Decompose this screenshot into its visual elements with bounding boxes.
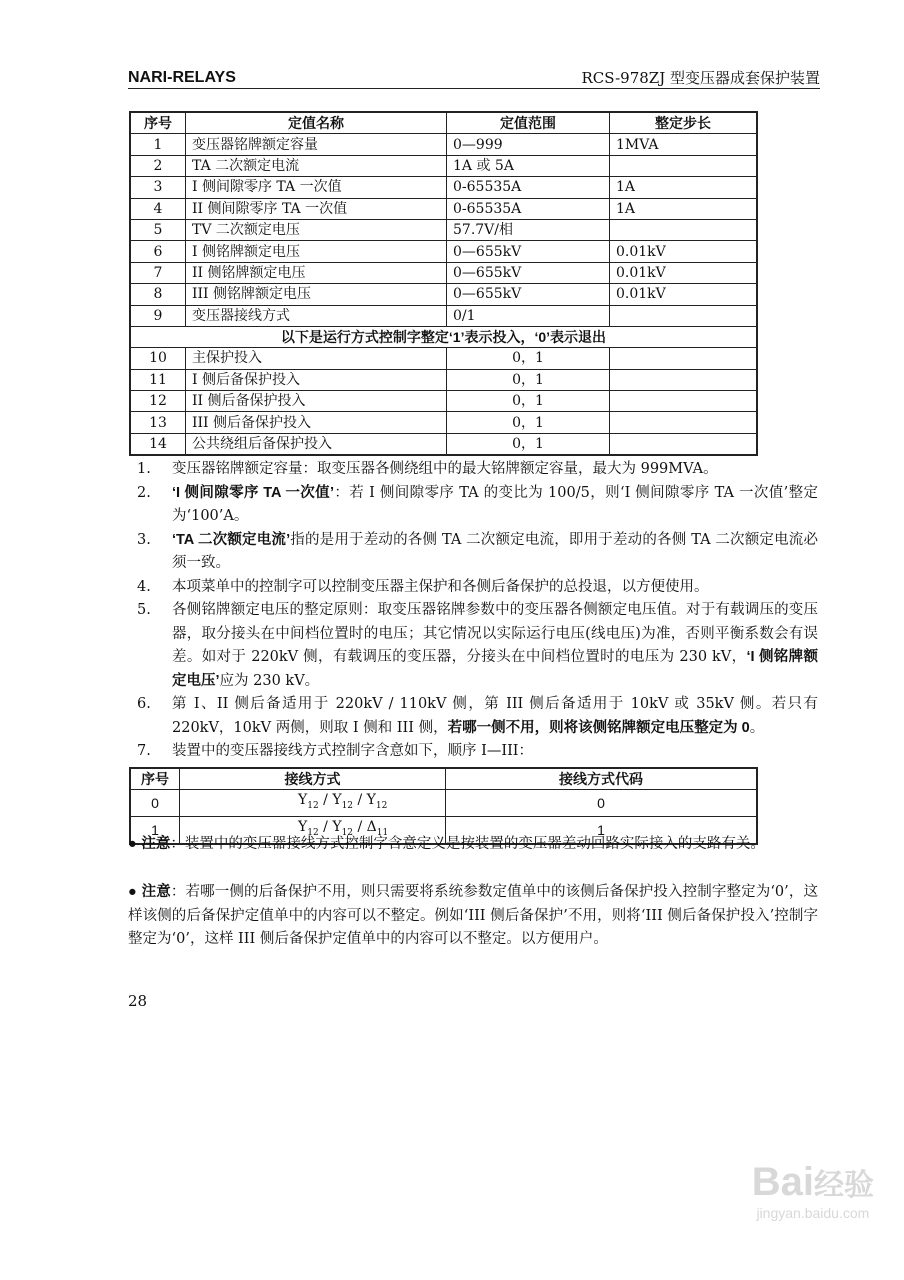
wiring-symbol: / Y (318, 819, 342, 836)
setting-range: 0—655kV (447, 241, 610, 262)
note-body: 。 (749, 719, 765, 736)
setting-name: I 侧后备保护投入 (186, 369, 447, 390)
setting-range: 0-65535A (447, 198, 610, 219)
setting-name: TV 二次额定电压 (186, 219, 447, 240)
row-no: 2 (130, 155, 186, 176)
page-number: 28 (128, 992, 148, 1010)
note-bold: ‘TA 二次额定电流’ (172, 531, 291, 548)
setting-name: 主保护投入 (186, 348, 447, 369)
row-no: 4 (130, 198, 186, 219)
setting-range: 0/1 (447, 305, 610, 326)
row-no: 6 (130, 241, 186, 262)
setting-step (610, 305, 758, 326)
wiring-symbol: / Y (353, 792, 376, 809)
note-item (128, 599, 818, 693)
setting-name: III 侧后备保护投入 (186, 412, 447, 433)
wiring-symbol: / Y (318, 792, 342, 809)
subscript: 12 (341, 827, 354, 838)
note-body: ：若 I 侧间隙零序 TA 的变比为 100/5，则‘I 侧间隙零序 TA 一次值’整定为‘100’A。 (172, 484, 818, 524)
note-body: 变压器铭牌额定容量：取变压器各侧绕组中的最大铭牌额定容量，最大为 999MVA。 (172, 461, 718, 477)
table-row (130, 790, 757, 817)
table-row (130, 284, 757, 305)
col-header-name: 定值名称 (186, 112, 447, 134)
warning-text: ：若哪一侧的后备保护不用，则只需要将系统参数定值单中的该侧后备保护投入控制字整定为‘0’，这样该侧的后备保护定值单中的内容可以不整定。例如‘III 侧后备保护’不用，则将‘III 侧后备保护投入’控制字整定为‘0’，这样 III 侧后备保护定值单中的内容可以不整定。以方便用户。 (128, 884, 819, 947)
table-row (130, 305, 757, 326)
table-row (130, 391, 757, 412)
note-number: 2. (137, 484, 151, 501)
row-no: 7 (130, 262, 186, 283)
row-no: 14 (130, 433, 186, 455)
setting-name: 变压器接线方式 (186, 305, 447, 326)
setting-range: 0，1 (447, 391, 610, 412)
table-row (130, 219, 757, 240)
document-title: RCS-978ZJ 型变压器成套保护装置 (581, 69, 820, 87)
setting-range: 0—655kV (447, 284, 610, 305)
note-text (172, 576, 818, 600)
setting-range: 0-65535A (447, 177, 610, 198)
table-row (130, 412, 757, 433)
table-row (130, 241, 757, 262)
setting-step: 1MVA (610, 134, 758, 155)
col-header-no: 序号 (130, 112, 186, 134)
col-header-step: 整定步长 (610, 112, 758, 134)
row-no: 11 (130, 369, 186, 390)
note-text (172, 599, 818, 693)
setting-range: 57.7V/相 (447, 219, 610, 240)
note-item (128, 576, 818, 600)
wiring-mode (180, 790, 446, 817)
warning-text: ：装置中的变压器接线方式控制字含意定义是按装置的变压器差动回路实际接入的支路有关。 (170, 836, 765, 852)
setting-step: 0.01kV (610, 262, 758, 283)
col-header-wiring: 接线方式 (180, 768, 446, 790)
note-body: 应为 230 kV。 (219, 672, 320, 689)
note-item (128, 740, 818, 764)
setting-step (610, 433, 758, 455)
setting-name: II 侧后备保护投入 (186, 391, 447, 412)
setting-step: 0.01kV (610, 284, 758, 305)
bullet-icon: ● (128, 836, 137, 852)
row-no: 0 (130, 790, 180, 817)
setting-step (610, 348, 758, 369)
table-row (130, 198, 757, 219)
header-divider (128, 88, 820, 89)
row-no: 10 (130, 348, 186, 369)
note-bold: 若哪一侧不用，则将该侧铭牌额定电压整定为 0 (447, 719, 750, 736)
table-header-row (130, 112, 757, 134)
wiring-symbol: Y (298, 792, 308, 809)
note-number: 4. (137, 578, 151, 595)
note-number: 6. (137, 696, 151, 712)
setting-range: 0—655kV (447, 262, 610, 283)
col-header-no: 序号 (130, 768, 180, 790)
settings-table (129, 111, 758, 456)
row-no: 3 (130, 177, 186, 198)
note-text (172, 740, 818, 764)
setting-name: TA 二次额定电流 (186, 155, 447, 176)
col-header-code: 接线方式代码 (446, 768, 758, 790)
note-body: 装置中的变压器接线方式控制字含意如下，顺序 I—III： (172, 743, 534, 759)
note-number: 1. (137, 461, 151, 477)
setting-name: III 侧铭牌额定电压 (186, 284, 447, 305)
setting-name: II 侧间隙零序 TA 一次值 (186, 198, 447, 219)
wiring-symbol: / Δ (353, 819, 377, 836)
subscript: 11 (376, 827, 389, 838)
note-body: 指的是用于差动的各侧 TA 二次额定电流，即用于差动的各侧 TA 二次额定电流必须一致。 (172, 531, 818, 571)
warning-2 (128, 881, 818, 952)
note-body: 第 I、II 侧后备适用于 220kV / 110kV 侧，第 III 侧后备适用于 10kV 或 35kV 侧。若只有 220kV，10kV 两侧，则取 I 侧和 III 侧， (172, 696, 818, 736)
table-header-row (130, 768, 757, 790)
setting-range: 0，1 (447, 433, 610, 455)
subscript: 12 (307, 801, 319, 812)
setting-step (610, 412, 758, 433)
section-row-text: 以下是运行方式控制字整定‘1’表示投入，‘0’表示退出 (130, 326, 757, 347)
table-row (130, 433, 757, 455)
note-item (128, 458, 818, 482)
setting-step (610, 219, 758, 240)
setting-step: 0.01kV (610, 241, 758, 262)
row-no: 8 (130, 284, 186, 305)
setting-name: I 侧间隙零序 TA 一次值 (186, 177, 447, 198)
note-text (172, 693, 818, 740)
section-row (130, 326, 757, 347)
row-no: 1 (130, 817, 180, 844)
setting-step (610, 155, 758, 176)
note-text (172, 458, 818, 482)
note-number: 7. (137, 743, 151, 759)
table-row (130, 155, 757, 176)
row-no: 5 (130, 219, 186, 240)
note-item (128, 693, 818, 740)
setting-range: 0，1 (447, 369, 610, 390)
row-no: 13 (130, 412, 186, 433)
subscript: 12 (307, 827, 319, 838)
row-no: 1 (130, 134, 186, 155)
subscript: 12 (341, 801, 354, 812)
setting-range: 0，1 (447, 348, 610, 369)
setting-step: 1A (610, 198, 758, 219)
table-row (130, 369, 757, 390)
table-row (130, 134, 757, 155)
note-item (128, 529, 818, 576)
note-body: 本项菜单中的控制字可以控制变压器主保护和各侧后备保护的总投退，以方便使用。 (172, 578, 709, 595)
setting-name: 公共绕组后备保护投入 (186, 433, 447, 455)
table-row (130, 177, 757, 198)
row-no: 12 (130, 391, 186, 412)
setting-range: 0，1 (447, 412, 610, 433)
setting-range: 1A 或 5A (447, 155, 610, 176)
row-no: 9 (130, 305, 186, 326)
note-bold: ‘I 侧间隙零序 TA 一次值’ (172, 484, 335, 501)
notes-list (128, 458, 818, 764)
note-number: 3. (137, 531, 151, 548)
note-body: 各侧铭牌额定电压的整定原则：取变压器铭牌参数中的变压器各侧额定电压值。对于有载调压的变压器，取分接头在中间档位置时的电压；其它情况以实际运行电压(线电压)为准，否则平衡系数会有误差。如对于 220kV 侧，有载调压的变压器，分接头在中间档位置时的电压为 230 kV， (172, 602, 818, 665)
brand-name: NARI-RELAYS (128, 69, 236, 86)
setting-step (610, 391, 758, 412)
wiring-symbol: Y (298, 819, 308, 836)
subscript: 12 (375, 801, 388, 812)
col-header-range: 定值范围 (447, 112, 610, 134)
table-row (130, 348, 757, 369)
bullet-icon: ● (128, 884, 137, 900)
note-item (128, 482, 818, 529)
note-text (172, 482, 818, 529)
warning-1 (128, 833, 818, 857)
table-row (130, 262, 757, 283)
setting-range: 0—999 (447, 134, 610, 155)
note-bold: ‘I 侧铭牌额定电压’ (172, 649, 818, 689)
setting-step: 1A (610, 177, 758, 198)
wiring-code: 1 (446, 817, 758, 844)
setting-name: 变压器铭牌额定容量 (186, 134, 447, 155)
note-text (172, 529, 818, 576)
setting-name: II 侧铭牌额定电压 (186, 262, 447, 283)
setting-step (610, 369, 758, 390)
warning-label: 注意 (141, 836, 171, 852)
warning-label: 注意 (141, 884, 171, 900)
baidu-watermark-logo: Bai经验 jingyan.baidu.com (751, 1160, 874, 1221)
setting-name: I 侧铭牌额定电压 (186, 241, 447, 262)
wiring-code: 0 (446, 790, 758, 817)
note-number: 5. (137, 602, 151, 618)
